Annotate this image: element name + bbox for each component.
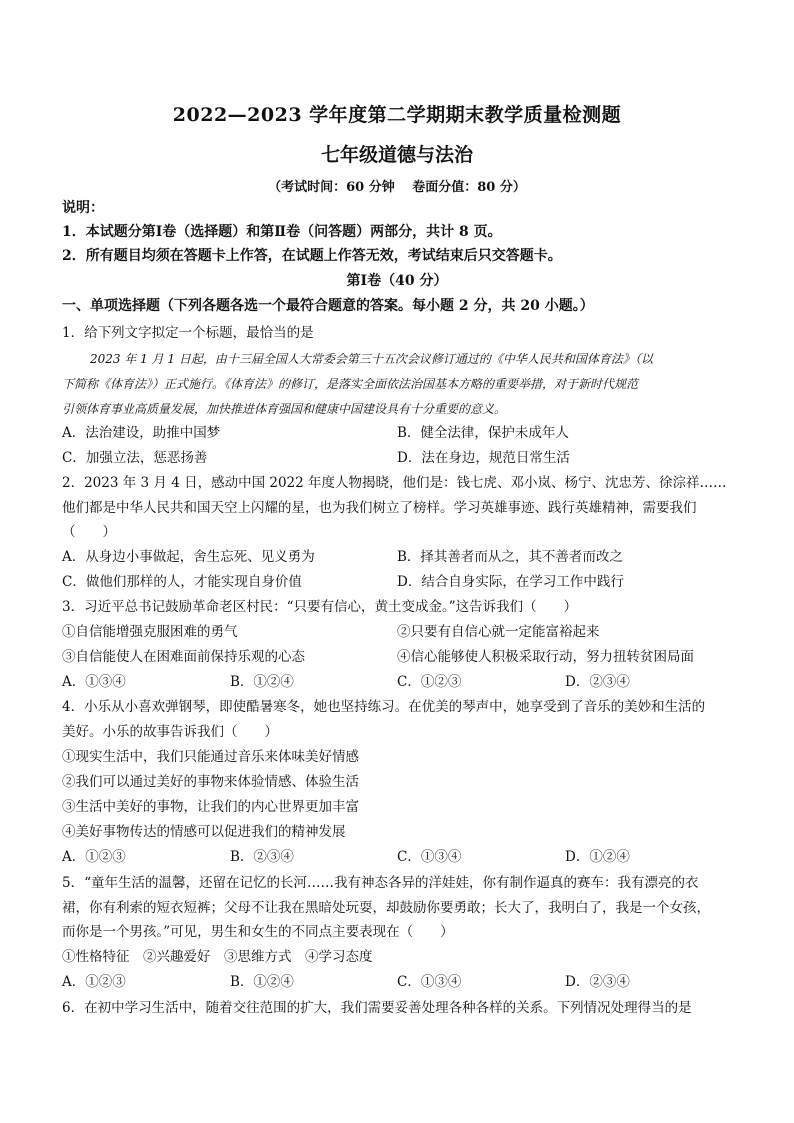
section-instruction: 一、单项选择题（下列各题各选一个最符合题意的答案。每小题 2 分，共 20 小题。） [62, 298, 594, 314]
exam-title: 2022—2023 学年度第二学期期末教学质量检测题 [172, 104, 622, 126]
question-stem: 5．“童年生活的温馨，还留在记忆的长河……我有神态各异的洋娃娃，你有制作逼真的赛车：我有漂亮的衣 [62, 875, 699, 891]
option-c: C．加强立法，惩恶扬善 [62, 450, 208, 466]
option-d: D．②③④ [565, 974, 630, 990]
note-item: 2．所有题目均须在答题卡上作答，在试题上作答无效，考试结束后只交答题卡。 [62, 248, 562, 264]
statement-item: ①现实生活中，我们只能通过音乐来体味美好情感 [62, 749, 359, 765]
option-c: C．①③④ [397, 974, 462, 990]
section-title: 第Ⅰ卷（40 分） [346, 273, 448, 289]
passage-line: 下简称《体育法》）正式施行。《体育法》的修订，是落实全面依法治国基本方略的重要举措，对于新时代规范 [62, 377, 639, 391]
statement-item: ②只要有自信心就一定能富裕起来 [397, 624, 600, 640]
question-stem: 6．在初中学习生活中，随着交往范围的扩大，我们需要妥善处理各种各样的关系。下列情况处理得当的是 [62, 1000, 692, 1016]
option-d: D．②③④ [565, 674, 630, 690]
option-a: A．①③④ [62, 674, 126, 690]
notes-label: 说明： [62, 200, 104, 216]
question-stem: 美好。小乐的故事告诉我们（ ） [62, 724, 278, 740]
question-stem: 3．习近平总书记鼓励革命老区村民：“只要有信心，黄土变成金。”这告诉我们（ ） [62, 599, 578, 615]
option-d: D．①②④ [565, 849, 630, 865]
option-b: B．①②④ [230, 974, 294, 990]
statement-items: ①性格特征 ②兴趣爱好 ③思维方式 ④学习态度 [62, 949, 373, 965]
question-stem: 4．小乐从小喜欢弹钢琴，即使酷暑寒冬，她也坚持练习。在优美的琴声中，她享受到了音乐的美妙和生活的 [62, 699, 706, 715]
question-stem: 1．给下列文字拟定一个标题，最恰当的是 [62, 325, 314, 341]
option-b: B．②③④ [230, 849, 294, 865]
question-stem: 他们都是中华人民共和国天空上闪耀的星，也为我们树立了榜样。学习英雄事迹、践行英雄精神，需要我们 [62, 500, 697, 516]
statement-item: ③自信能使人在困难面前保持乐观的心态 [62, 649, 305, 665]
note-item: 1．本试题分第Ⅰ卷（选择题）和第Ⅱ卷（问答题）两部分，共计 8 页。 [62, 224, 502, 240]
question-stem: 裙，你有利索的短衣短裤；父母不让我在黑暗处玩耍，却鼓励你要勇敢；长大了，我明白了，我是一个女孩， [62, 900, 710, 916]
passage-line: 2023 年 1 月 1 日起，由十三届全国人大常委会第三十五次会议修订通过的《中华人民共和国体育法》（以 [90, 352, 653, 366]
question-stem: 而你是一个男孩。”可见，男生和女生的不同点主要表现在（ ） [62, 924, 454, 940]
option-b: B．择其善者而从之，其不善者而改之 [397, 549, 623, 565]
option-b: B．健全法律，保护未成年人 [397, 425, 569, 441]
question-blank: （ ） [62, 524, 116, 540]
statement-item: ③生活中美好的事物，让我们的内心世界更加丰富 [62, 799, 359, 815]
option-d: D．法在身边，规范日常生活 [397, 450, 570, 466]
passage-line: 引领体育事业高质量发展，加快推进体育强国和健康中国建设具有十分重要的意义。 [62, 402, 507, 416]
statement-item: ④信心能够使人积极采取行动，努力扭转贫困局面 [397, 649, 694, 665]
statement-item: ①自信能增强克服困难的勇气 [62, 624, 238, 640]
option-a: A．①②③ [62, 849, 126, 865]
option-b: B．①②④ [230, 674, 294, 690]
option-c: C．①②③ [397, 674, 462, 690]
option-c: C．①③④ [397, 849, 462, 865]
option-a: A．①②③ [62, 974, 126, 990]
statement-item: ②我们可以通过美好的事物来体验情感、体验生活 [62, 774, 359, 790]
option-a: A．法治建设，助推中国梦 [62, 425, 221, 441]
statement-item: ④美好事物传达的情感可以促进我们的精神发展 [62, 824, 346, 840]
exam-info: （考试时间：60 分钟 卷面分值：80 分） [268, 180, 526, 195]
option-c: C．做他们那样的人，才能实现自身价值 [62, 574, 302, 590]
option-a: A．从身边小事做起，舍生忘死、见义勇为 [62, 549, 315, 565]
question-stem: 2．2023 年 3 月 4 日，感动中国 2022 年度人物揭晓，他们是：钱七虎、邓小岚、杨宁、沈忠芳、徐淙祥…… [62, 475, 727, 491]
exam-subject: 七年级道德与法治 [320, 144, 473, 166]
option-d: D．结合自身实际，在学习工作中践行 [397, 574, 624, 590]
